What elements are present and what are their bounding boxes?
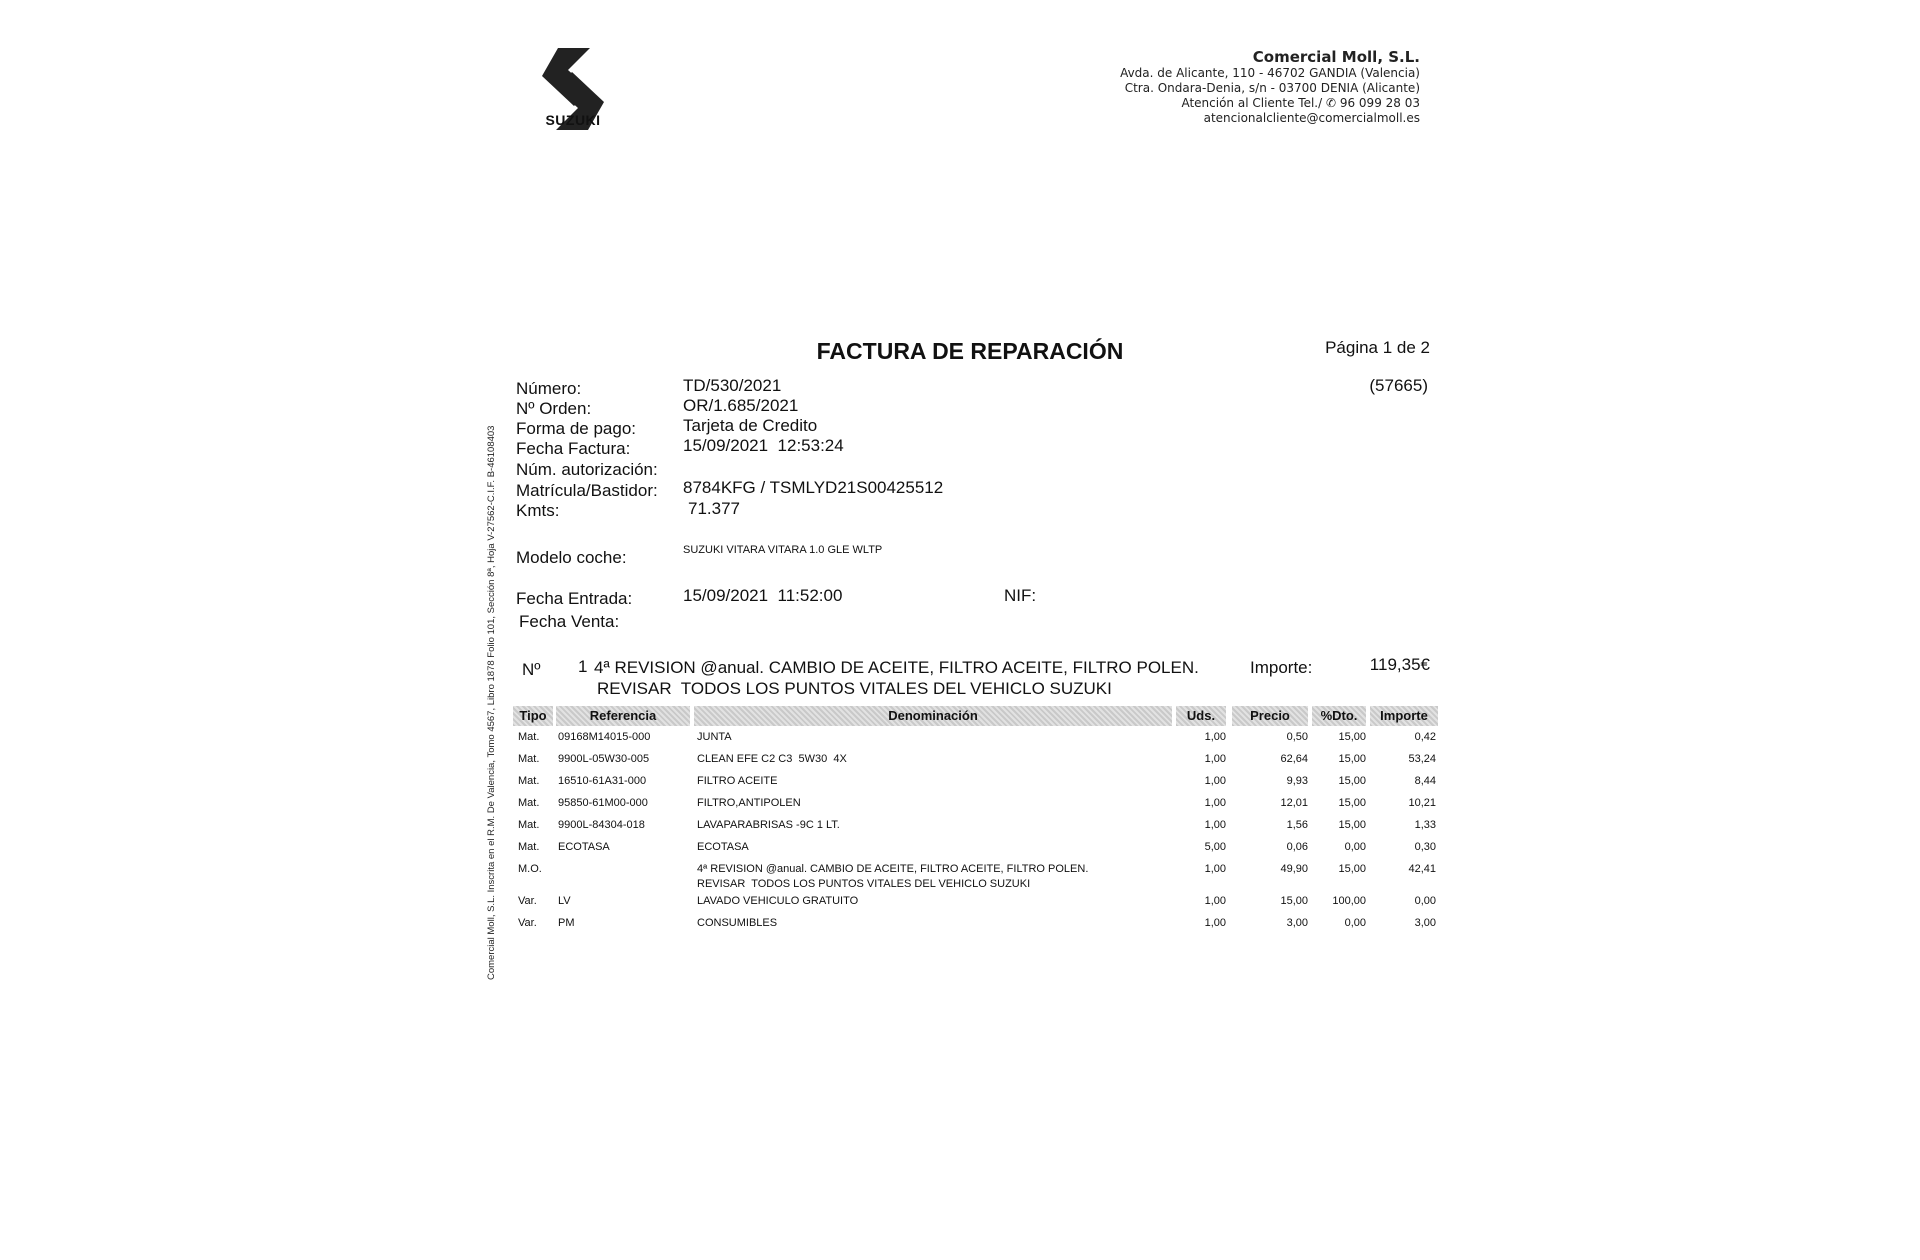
- cell-precio: 49,90: [1280, 863, 1308, 875]
- cell-imp: 0,42: [1414, 731, 1436, 743]
- kmts-value: 71.377: [688, 499, 740, 518]
- cell-imp: 8,44: [1414, 775, 1436, 787]
- cell-uds: 1,00: [1204, 917, 1226, 929]
- cell-imp: 3,00: [1414, 917, 1436, 929]
- cell-tipo: Mat.: [518, 731, 540, 743]
- cell-den: FILTRO ACEITE: [697, 775, 778, 787]
- invoice-reference: (57665): [1369, 376, 1428, 395]
- invoice-title: FACTURA DE REPARACIÓN: [816, 338, 1124, 364]
- company-name: Comercial Moll, S.L.: [1252, 48, 1420, 66]
- cell-dto: 100,00: [1332, 895, 1366, 907]
- cell-ref: ECOTASA: [558, 841, 610, 853]
- line-importe-label: Importe:: [1250, 658, 1313, 677]
- cell-tipo: Mat.: [518, 753, 540, 765]
- line-importe-value: 119,35€: [1369, 655, 1430, 674]
- company-address-1: Avda. de Alicante, 110 - 46702 GANDIA (Valencia): [1120, 66, 1420, 80]
- cell-ref: 9900L-84304-018: [558, 819, 645, 831]
- company-address-2: Ctra. Ondara-Denia, s/n - 03700 DENIA (Alicante): [1124, 81, 1420, 95]
- line-description-1: 4ª REVISION @anual. CAMBIO DE ACEITE, FILTRO ACEITE, FILTRO POLEN.: [594, 658, 1199, 677]
- numero-value: TD/530/2021: [683, 376, 782, 395]
- fecha-factura-value: 15/09/2021 12:53:24: [683, 436, 844, 455]
- cell-den: ECOTASA: [697, 841, 749, 853]
- cell-precio: 9,93: [1286, 775, 1308, 787]
- nif-label: NIF:: [1004, 586, 1037, 605]
- matricula-label: Matrícula/Bastidor:: [516, 481, 658, 500]
- registry-side-text: Comercial Moll, S.L. Inscrita en el R.M. De Valencia, Tomo 4567, Libro 1878 Folio 101, Sección 8ª, Hoja V-27562-C.I.F. B-46108403: [486, 425, 497, 980]
- cell-dto: 0,00: [1344, 841, 1366, 853]
- brand-name: SUZUKI: [545, 112, 601, 128]
- cell-uds: 5,00: [1204, 841, 1226, 853]
- kmts-label: Kmts:: [516, 501, 560, 520]
- cell-den: LAVAPARABRISAS -9C 1 LT.: [697, 819, 840, 831]
- cell-ref: 16510-61A31-000: [558, 775, 647, 787]
- matricula-value: 8784KFG / TSMLYD21S00425512: [683, 478, 944, 497]
- cell-ref: 95850-61M00-000: [558, 797, 648, 809]
- cell-imp: 0,30: [1414, 841, 1436, 853]
- venta-label: Fecha Venta:: [519, 612, 620, 631]
- col-header-denominacion: Denominación: [694, 706, 1172, 726]
- col-header-referencia: Referencia: [556, 706, 690, 726]
- cell-ref: LV: [558, 895, 571, 907]
- cell-ref: 09168M14015-000: [558, 731, 651, 743]
- line-number: 1: [578, 657, 588, 676]
- cell-precio: 62,64: [1280, 753, 1308, 765]
- cell-tipo: Mat.: [518, 797, 540, 809]
- col-header-precio: Precio: [1232, 706, 1308, 726]
- cell-tipo: Mat.: [518, 775, 540, 787]
- cell-imp: 1,33: [1414, 819, 1436, 831]
- cell-ref: PM: [558, 917, 575, 929]
- col-header-tipo: Tipo: [513, 706, 553, 726]
- pago-label: Forma de pago:: [516, 419, 637, 438]
- cell-dto: 15,00: [1338, 797, 1366, 809]
- cell-tipo: Mat.: [518, 819, 540, 831]
- cell-dto: 15,00: [1338, 863, 1366, 875]
- company-email: atencionalcliente@comercialmoll.es: [1203, 111, 1420, 125]
- cell-precio: 3,00: [1286, 917, 1308, 929]
- numero-label: Número:: [516, 379, 582, 398]
- cell-ref: [558, 861, 692, 877]
- cell-den: FILTRO,ANTIPOLEN: [697, 797, 801, 809]
- cell-den: CLEAN EFE C2 C3 5W30 4X: [697, 753, 847, 765]
- cell-ref: 9900L-05W30-005: [558, 753, 650, 765]
- col-header-uds: Uds.: [1176, 706, 1226, 726]
- cell-imp: 42,41: [1408, 863, 1436, 875]
- cell-tipo: Var.: [518, 895, 537, 907]
- cell-tipo: M.O.: [518, 863, 542, 875]
- cell-dto: 15,00: [1338, 819, 1366, 831]
- cell-imp: 0,00: [1414, 895, 1436, 907]
- cell-imp: 10,21: [1408, 797, 1436, 809]
- cell-dto: 15,00: [1338, 731, 1366, 743]
- cell-uds: 1,00: [1204, 753, 1226, 765]
- orden-label: Nº Orden:: [516, 399, 592, 418]
- line-description-2: REVISAR TODOS LOS PUNTOS VITALES DEL VEHICLO SUZUKI: [597, 679, 1112, 698]
- fecha-factura-label: Fecha Factura:: [516, 439, 631, 458]
- cell-precio: 1,56: [1286, 819, 1308, 831]
- cell-precio: 15,00: [1280, 895, 1308, 907]
- cell-tipo: Mat.: [518, 841, 540, 853]
- cell-tipo: Var.: [518, 917, 537, 929]
- cell-dto: 15,00: [1338, 753, 1366, 765]
- company-info: [1050, 48, 1420, 126]
- cell-uds: 1,00: [1204, 819, 1226, 831]
- cell-uds: 1,00: [1204, 895, 1226, 907]
- page-counter: Página 1 de 2: [1325, 338, 1430, 357]
- cell-den: CONSUMIBLES: [697, 917, 778, 929]
- cell-imp: 53,24: [1408, 753, 1436, 765]
- cell-uds: 1,00: [1204, 863, 1226, 875]
- col-header-dto: %Dto.: [1312, 706, 1366, 726]
- cell-uds: 1,00: [1204, 797, 1226, 809]
- modelo-value: SUZUKI VITARA VITARA 1.0 GLE WLTP: [683, 544, 883, 556]
- pago-value: Tarjeta de Credito: [683, 416, 818, 435]
- modelo-label: Modelo coche:: [516, 548, 627, 567]
- cell-uds: 1,00: [1204, 731, 1226, 743]
- cell-precio: 0,50: [1286, 731, 1308, 743]
- autorizacion-label: Núm. autorización:: [516, 460, 658, 479]
- cell-uds: 1,00: [1204, 775, 1226, 787]
- cell-den: LAVADO VEHICULO GRATUITO: [697, 895, 859, 907]
- entrada-value: 15/09/2021 11:52:00: [683, 586, 843, 605]
- company-phone: Atención al Cliente Tel./ ✆ 96 099 28 03: [1181, 96, 1420, 110]
- orden-value: OR/1.685/2021: [683, 396, 799, 415]
- cell-den: 4ª REVISION @anual. CAMBIO DE ACEITE, FILTRO ACEITE, FILTRO POLEN.: [697, 863, 1089, 875]
- line-no-label: Nº: [522, 660, 541, 679]
- cell-den-continued: REVISAR TODOS LOS PUNTOS VITALES DEL VEHICLO SUZUKI: [697, 878, 1031, 890]
- cell-dto: 0,00: [1344, 917, 1366, 929]
- entrada-label: Fecha Entrada:: [516, 589, 633, 608]
- line-description: [594, 657, 1234, 699]
- cell-precio: 12,01: [1280, 797, 1308, 809]
- col-header-importe: Importe: [1370, 706, 1438, 726]
- cell-den: JUNTA: [697, 731, 732, 743]
- cell-dto: 15,00: [1338, 775, 1366, 787]
- cell-precio: 0,06: [1286, 841, 1308, 853]
